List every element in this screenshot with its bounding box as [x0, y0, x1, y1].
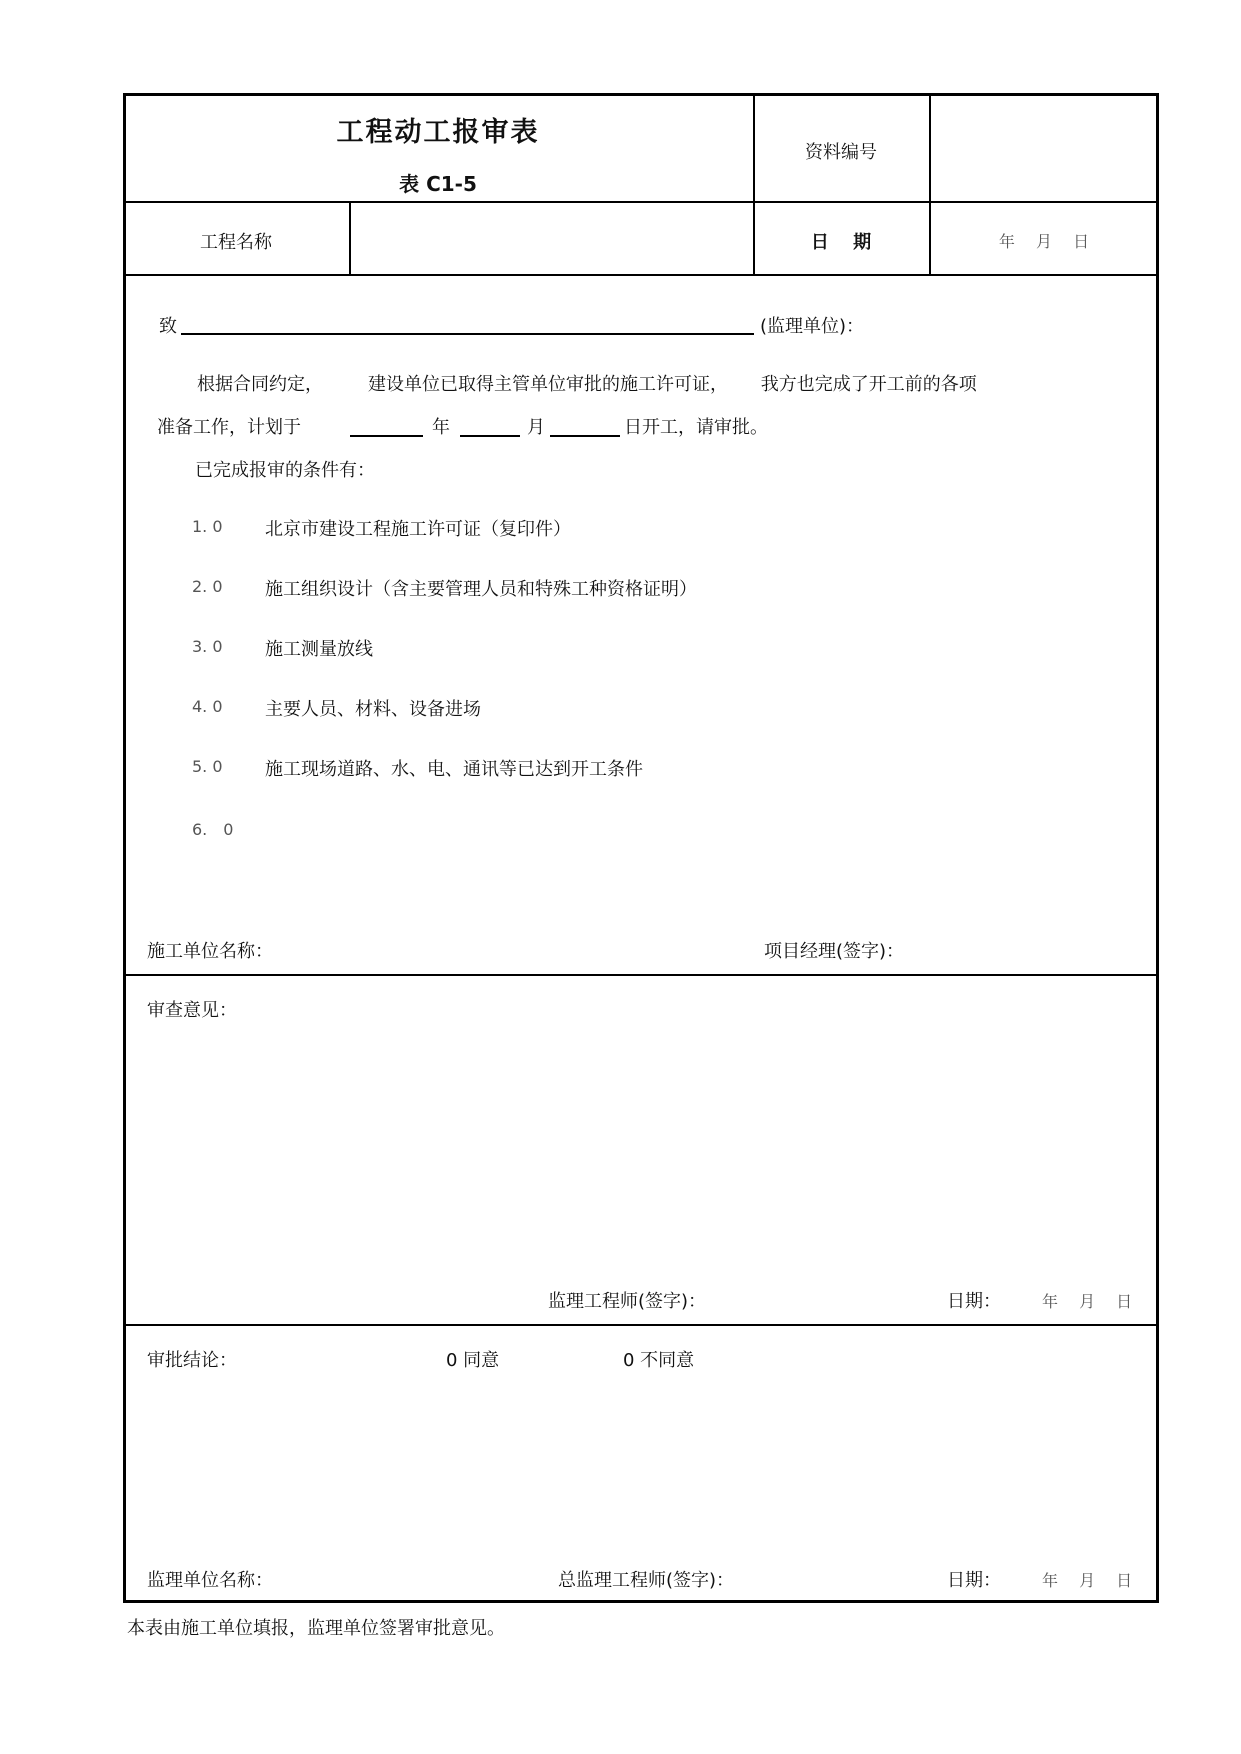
month-blank[interactable] — [460, 435, 520, 437]
to-suffix: (监理单位)： — [760, 316, 865, 337]
conditions-title: 已完成报审的条件有： — [195, 460, 375, 481]
review-date-field[interactable]: 年 月 日 — [1042, 1292, 1133, 1311]
day-blank[interactable] — [550, 435, 620, 437]
condition-text: 北京市建设工程施工许可证（复印件） — [265, 519, 571, 540]
divider — [123, 274, 1159, 276]
project-name-label: 工程名称 — [200, 232, 272, 253]
paragraph-2-end: 日开工，请审批。 — [624, 417, 768, 438]
record-no-label: 资料编号 — [805, 142, 877, 163]
divider — [123, 1324, 1159, 1326]
condition-text: 主要人员、材料、设备进场 — [265, 699, 481, 720]
year-blank[interactable] — [350, 435, 423, 437]
agree-option[interactable]: 0 同意 — [446, 1350, 500, 1371]
approval-date-label: 日期： — [947, 1570, 1001, 1591]
divider — [123, 201, 1159, 203]
paragraph-2-start: 准备工作，计划于 — [157, 417, 301, 438]
paragraph-1: 根据合同约定， 建设单位已取得主管单位审批的施工许可证， 我方也完成了开工前的各项 — [197, 374, 977, 395]
approval-conclusion-label: 审批结论： — [147, 1350, 237, 1371]
form-title: 工程动工报审表 — [336, 117, 540, 148]
disagree-option[interactable]: 0 不同意 — [623, 1350, 695, 1371]
condition-text: 施工组织设计（含主要管理人员和特殊工种资格证明） — [265, 579, 697, 600]
condition-text: 施工现场道路、水、电、通讯等已达到开工条件 — [265, 759, 643, 780]
year-label: 年 — [432, 417, 450, 438]
month-label: 月 — [527, 417, 545, 438]
form-frame — [123, 93, 1159, 1603]
condition-number: 6. 0 — [192, 820, 234, 839]
to-prefix: 致 — [159, 316, 177, 337]
date-field[interactable]: 年 月 日 — [998, 232, 1090, 251]
chief-engineer-signature-label: 总监理工程师(签字)： — [558, 1570, 735, 1591]
supervisor-unit-blank[interactable] — [181, 333, 754, 335]
date-label: 日 期 — [810, 232, 872, 253]
condition-number: 2. 0 — [192, 577, 223, 596]
divider — [123, 974, 1159, 976]
contractor-label: 施工单位名称： — [147, 941, 273, 962]
review-date-label: 日期： — [947, 1291, 1001, 1312]
review-opinion-label: 审查意见： — [147, 1000, 237, 1021]
project-manager-label: 项目经理(签字)： — [764, 941, 905, 962]
divider — [349, 201, 351, 275]
condition-number: 1. 0 — [192, 517, 223, 536]
condition-number: 5. 0 — [192, 757, 223, 776]
condition-number: 3. 0 — [192, 637, 223, 656]
form-number: 表 C1-5 — [399, 172, 477, 196]
condition-number: 4. 0 — [192, 697, 223, 716]
footer-note: 本表由施工单位填报，监理单位签署审批意见。 — [127, 1618, 505, 1639]
engineer-signature-label: 监理工程师(签字)： — [548, 1291, 707, 1312]
supervision-unit-label: 监理单位名称： — [147, 1570, 273, 1591]
condition-text: 施工测量放线 — [265, 639, 373, 660]
approval-date-field[interactable]: 年 月 日 — [1042, 1571, 1133, 1590]
